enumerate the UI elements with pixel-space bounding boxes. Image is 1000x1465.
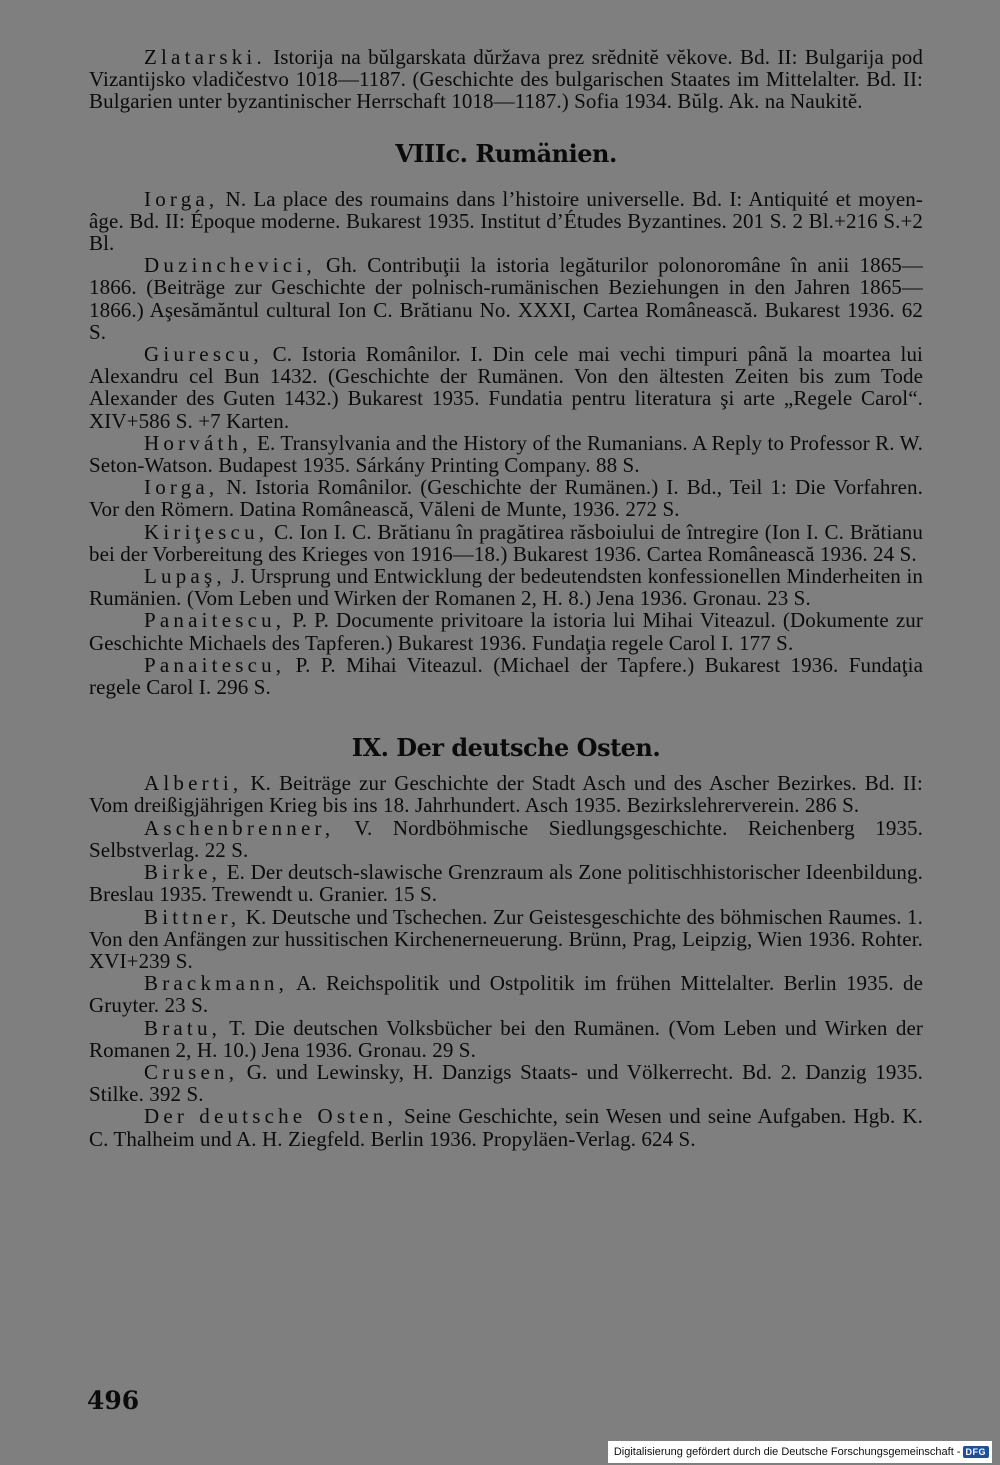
entry-text: N. La place des roumains dans l’histoire universelle. Bd. I: Antiquité et moyen-âge. Bd. II: Époque moderne. Bukarest 1935. Institut d’Études Byzantines. 201 S. 2 Bl.+216 S.+2 Bl. [89,186,923,256]
entry-author: Iorga, [144,475,219,500]
entry-text: Gh. Contribuţii la istoria legăturilor polonoromâne în anii 1865—1866. (Beiträge zur Geschichte der polnisch-rumänischen Beziehungen in den Jahren 1865—1866.) Aşesămăntul cultural Ion C. Brătianu No. XXXI, Cartea Românească. Bukarest 1936. 62 S. [89,253,923,344]
digitization-footer [608,1441,992,1463]
bibliography-list-romania [89,188,923,699]
bibliography-entry [89,565,923,609]
entry-text: C. Istoria Românilor. I. Din cele mai vechi timpuri până la moartea lui Alexandru cel Bun 1432. (Geschichte der Rumänen. Von den ältesten Zeiten bis zum Tode Alexander des Guten 1432.) Bukarest 1935. Fundatia pentru literatura şi arte „Regele Carol“. XIV+586 S. +7 Karten. [89,342,923,433]
entry-text: J. Ursprung und Entwicklung der bedeutendsten konfessionellen Minderheiten in Rumänien. (Vom Leben und Wirken der Romanen 2, H. 8.) Jena 1936. Gronau. 23 S. [89,564,923,611]
entry-author: Bittner, [144,904,241,929]
bibliography-entry [89,188,923,255]
bibliography-entry [89,46,923,113]
entry-author: Iorga, [144,186,219,211]
entry-text: G. und Lewinsky, H. Danzigs Staats- und Völkerrecht. Bd. 2. Danzig 1935. Stilke. 392 S. [89,1059,923,1107]
bibliography-entry [89,772,923,816]
entry-author: Kiriţescu, [144,519,269,544]
entry-author: Birke, [144,860,222,885]
entry-author: Horváth, [144,430,252,455]
bibliography-list-german-east [89,772,923,1149]
bibliography-entry [89,906,923,973]
entry-text: K. Beiträge zur Geschichte der Stadt Asch und des Ascher Bezirkes. Bd. II: Vom dreißigjährigen Krieg bis ins 18. Jahrhundert. Asch 1935. Bezirkslehrerverein. 286 S. [89,771,923,818]
entry-text: T. Die deutschen Volksbücher bei den Rumänen. (Vom Leben und Wirken der Romanen 2, H. 10.) Jena 1936. Gronau. 29 S. [89,1015,923,1062]
entry-author: Panaitescu, [144,652,286,677]
bibliography-entry [89,432,923,476]
bibliography-list-top [89,46,923,113]
bibliography-entry [89,861,923,905]
entry-author: Zlatarski. [144,45,266,69]
entry-text: Seine Geschichte, sein Wesen und seine Aufgaben. Hgb. K. C. Thalheim und A. H. Ziegfeld. Berlin 1936. Propyläen-Verlag. 624 S. [89,1104,923,1151]
entry-text: E. Transylvania and the History of the Rumanians. A Reply to Professor R. W. Seton-Watson. Budapest 1935. Sárkány Printing Company. 88 S. [89,430,923,478]
entry-author: Giurescu, [144,342,263,367]
bibliography-entry [89,1061,923,1105]
footer-text: Digitalisierung gefördert durch die Deutsche Forschungsgemeinschaft - [613,1446,961,1458]
entry-author: Crusen, [144,1059,239,1084]
bibliography-entry [89,654,923,698]
bibliography-entry [89,817,923,861]
entry-text: N. Istoria Românilor. (Geschichte der Rumänen.) I. Bd., Teil 1: Die Vorfahren. Vor den Römern. Datina Românească, Văleni de Munte, 1936. 272 S. [89,475,923,522]
entry-author: Duzinchevici, [144,253,316,278]
bibliography-entry [89,476,923,520]
entry-text: A. Reichspolitik und Ostpolitik im frühen Mittelalter. Berlin 1935. de Gruyter. 23 S. [89,971,923,1018]
entry-text: P. P. Mihai Viteazul. (Michael der Tapfere.) Bukarest 1936. Fundaţia regele Carol I. 296 S. [89,652,923,700]
bibliography-entry [89,1017,923,1061]
entry-author: Brackmann, [144,971,289,996]
bibliography-entry [89,343,923,432]
section-heading-german-east: IX. Der deutsche Osten. [351,733,661,763]
document-page [89,46,923,1436]
section-heading-romania: VIIIc. Rumänien. [395,138,617,168]
entry-text: Istorija na bŭlgarskata dŭržava prez srĕdnitĕ vĕkove. Bd. II: Bulgarija pod Vizantijsko vladičestvo 1018—1187. (Geschichte des bulgarischen Staates im Mittelalter. Bd. II: Bulgarien unter byzantinischer Herrschaft 1018—1187.) Sofia 1934. Bŭlg. Ak. na Naukitĕ. [89,45,923,114]
entry-author: Panaitescu, [144,608,286,633]
bibliography-entry [89,972,923,1016]
bibliography-entry [89,1105,923,1149]
dfg-logo: DFG [963,1446,990,1458]
entry-author: Der deutsche Osten, [144,1104,397,1129]
entry-text: K. Deutsche und Tschechen. Zur Geistesgeschichte des böhmischen Raumes. 1. Von den Anfängen zur hussitischen Kirchenerneuerung. Brünn, Prag, Leipzig, Wien 1936. Rohter. XVI+239 S. [89,904,923,973]
page-number: 496 [87,1386,140,1415]
entry-text: V. Nordböhmische Siedlungsgeschichte. Reichenberg 1935. Selbstverlag. 22 S. [89,815,923,862]
entry-author: Aschenbrenner, [144,815,335,840]
bibliography-entry [89,521,923,565]
entry-author: Bratu, [144,1015,222,1040]
bibliography-entry [89,254,923,343]
entry-author: Lupaş, [144,564,226,589]
entry-text: E. Der deutsch-slawische Grenzraum als Zone politischhistorischer Ideenbildung. Breslau 1935. Trewendt u. Granier. 15 S. [89,860,923,907]
entry-author: Alberti, [144,771,243,796]
entry-text: P. P. Documente privitoare la istoria lui Mihai Viteazul. (Dokumente zur Geschichte Michaels des Tapferen.) Bukarest 1936. Fundaţia regele Carol I. 177 S. [89,608,923,655]
bibliography-entry [89,609,923,653]
entry-text: C. Ion I. C. Brătianu în pragătirea răsboiului de întregire (Ion I. C. Brătianu bei der Vorbereitung des Krieges von 1916—18.) Bukarest 1936. Cartea Românească 1936. 24 S. [89,519,923,566]
